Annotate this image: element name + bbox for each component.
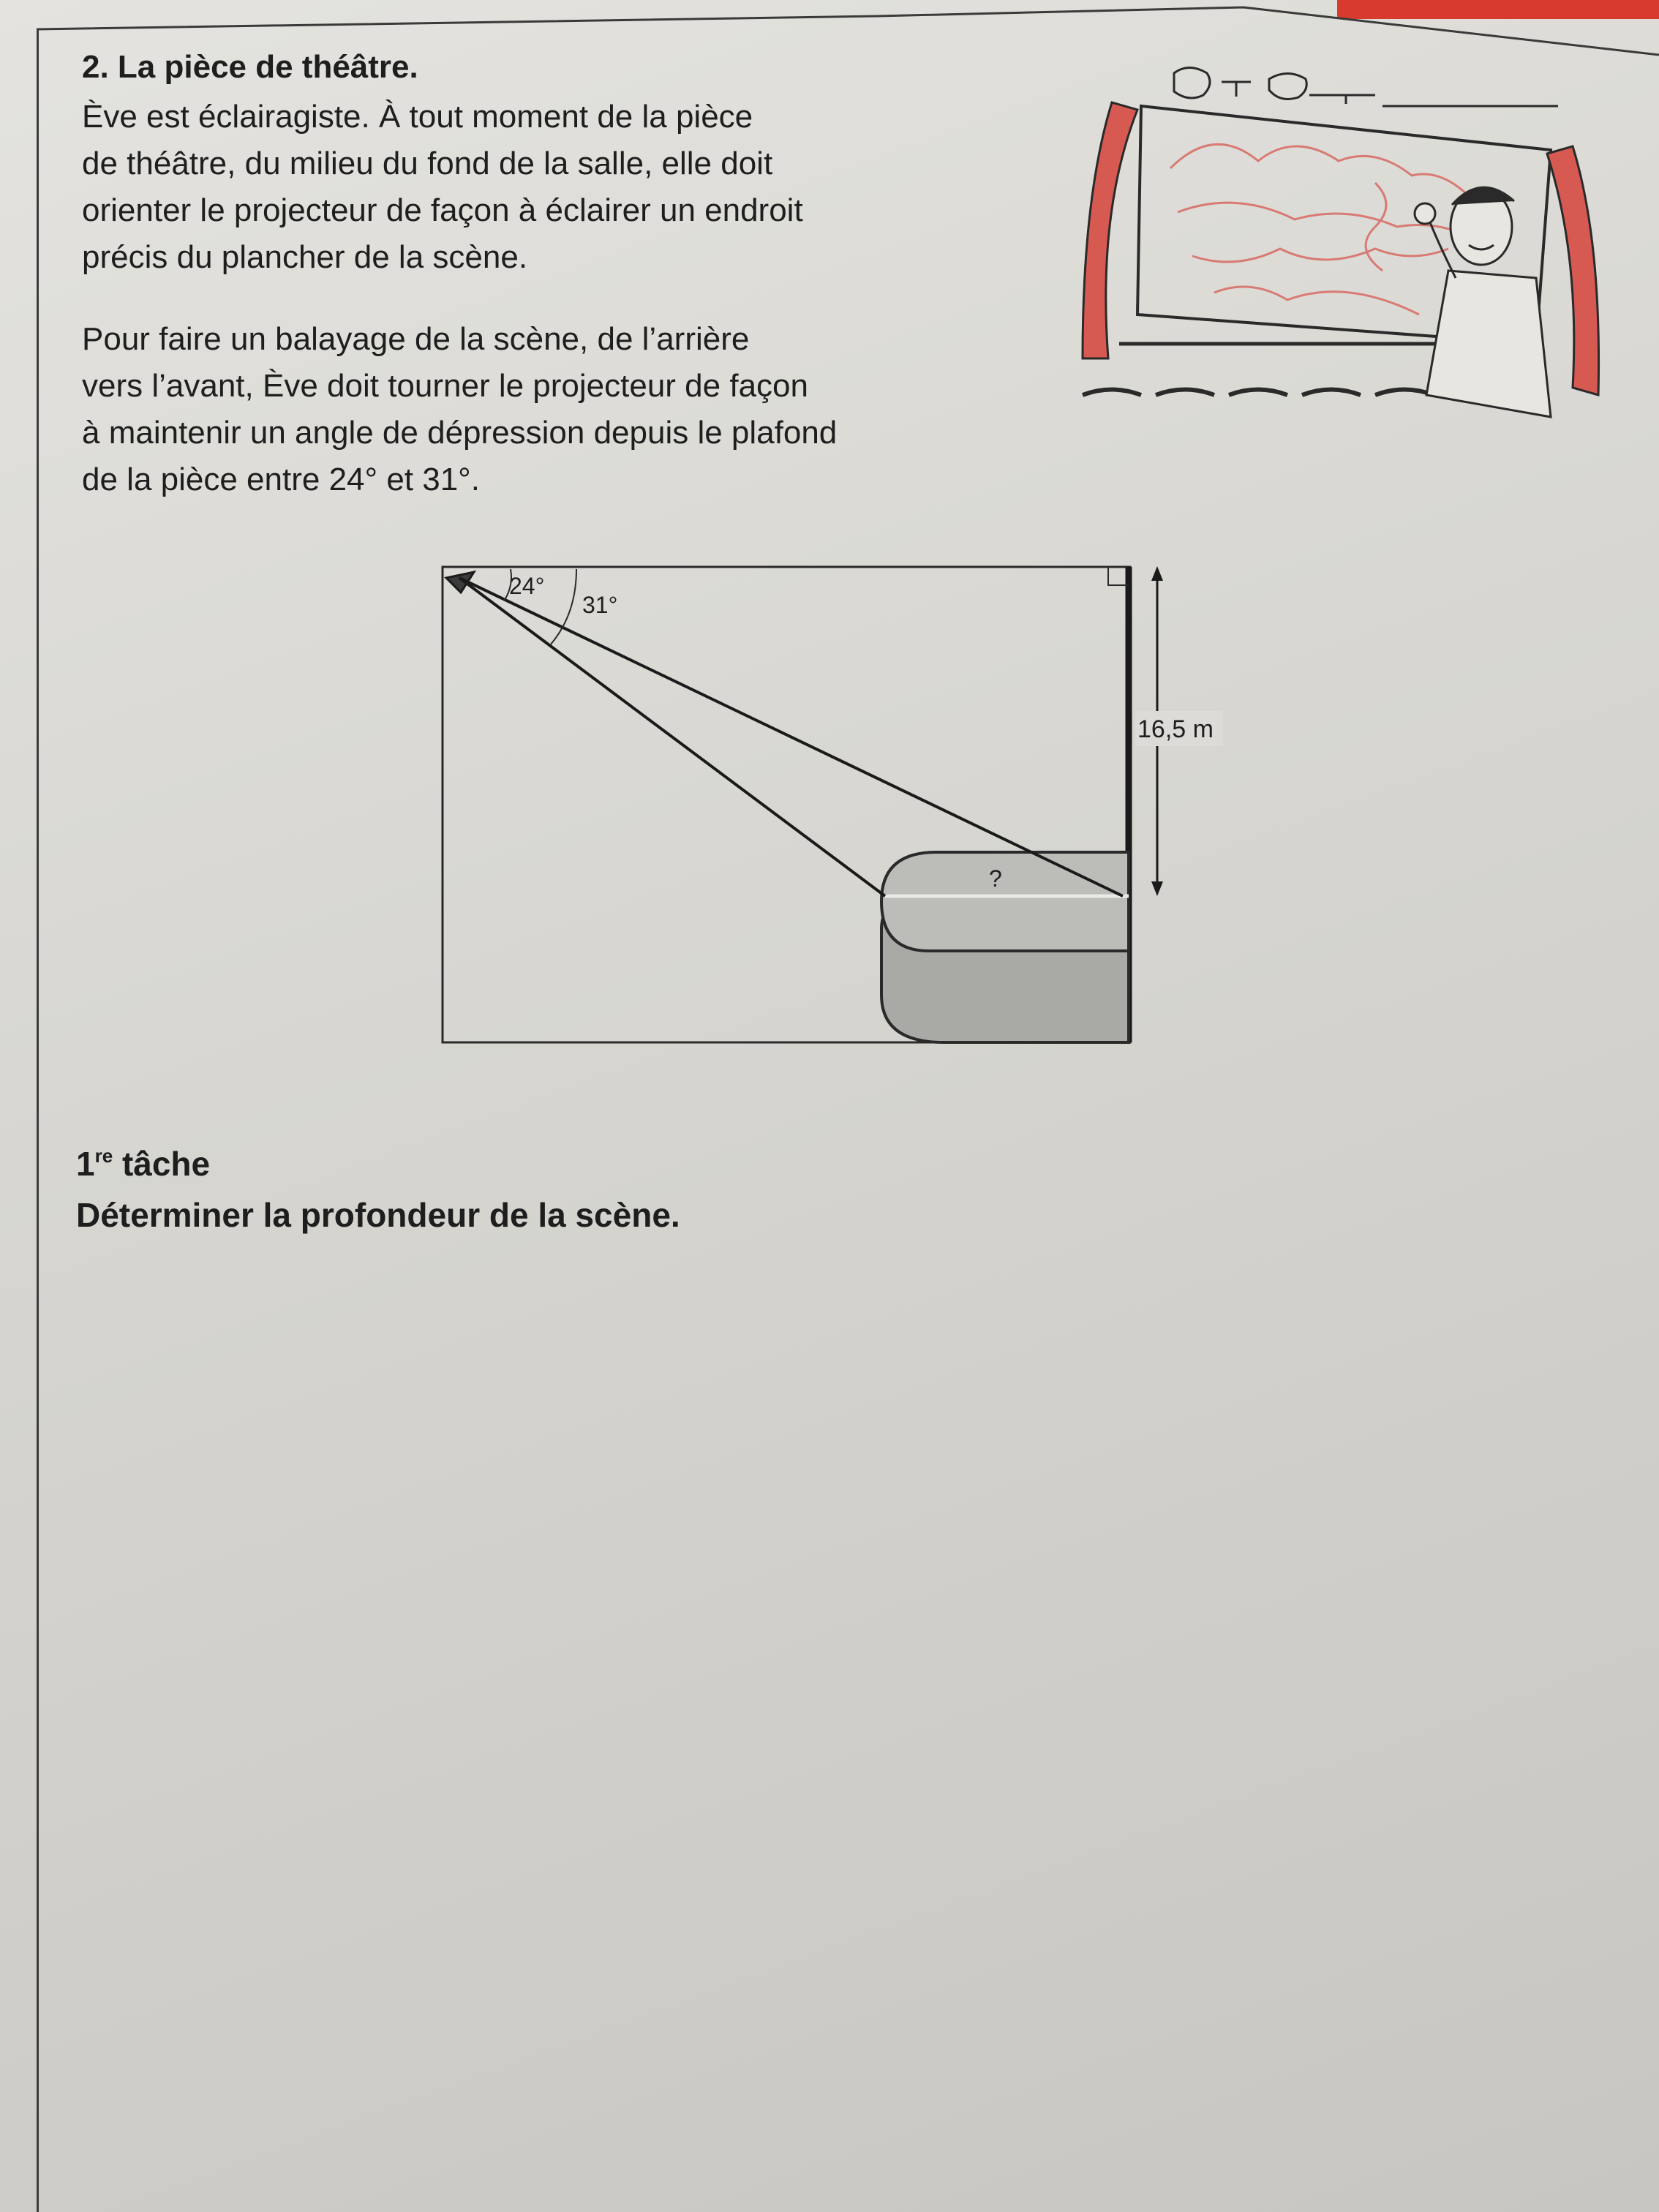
height-arrow-bottom [1151, 881, 1163, 896]
paragraph-2 [82, 316, 1033, 503]
paragraph-2-line: vers l’avant, Ève doit tourner le projecteur de façon [82, 368, 808, 404]
exercise-text [82, 45, 1033, 503]
page-left-border [37, 29, 39, 2212]
paragraph-1-line: orienter le projecteur de façon à éclairer un endroit [82, 192, 803, 228]
task-instruction: Déterminer la profondeur de la scène. [76, 1196, 680, 1234]
angle-31-label: 31° [582, 592, 618, 618]
paragraph-1-line: Ève est éclairagiste. À tout moment de la pièce [82, 99, 753, 135]
task-word: tâche [113, 1145, 211, 1183]
task-number: 1 [76, 1145, 95, 1183]
left-curtain [1083, 102, 1137, 358]
exercise-title: 2. La pièce de théâtre. [82, 49, 418, 85]
beam-31 [459, 578, 885, 896]
paragraph-1-line: de théâtre, du milieu du fond de la salle, elle doit [82, 146, 773, 181]
unknown-depth-label: ? [989, 865, 1002, 892]
paragraph-1 [82, 94, 1033, 281]
projector-diagram [432, 556, 1244, 1068]
backdrop-sketch [1170, 144, 1478, 315]
paragraph-2-line: Pour faire un balayage de la scène, de l’arrière [82, 321, 750, 357]
angle-24-label: 24° [509, 573, 545, 599]
beam-24 [459, 578, 1123, 896]
lighting-technician-figure [1415, 187, 1551, 417]
paragraph-1-line: précis du plancher de la scène. [82, 239, 528, 275]
height-arrow-top [1151, 566, 1163, 581]
height-label: 16,5 m [1137, 715, 1214, 743]
task-heading [76, 1132, 680, 1187]
task-section [76, 1132, 680, 1238]
task-number-suffix: re [94, 1145, 113, 1167]
spotlight-icons [1174, 68, 1558, 107]
stage-top [881, 852, 1129, 951]
angle-31-arc [550, 569, 576, 645]
paragraph-2-line: de la pièce entre 24° et 31°. [82, 462, 481, 497]
right-curtain [1547, 146, 1599, 395]
theater-illustration [1068, 51, 1609, 461]
paragraph-2-line: à maintenir un angle de dépression depuis le plafond [82, 415, 838, 451]
